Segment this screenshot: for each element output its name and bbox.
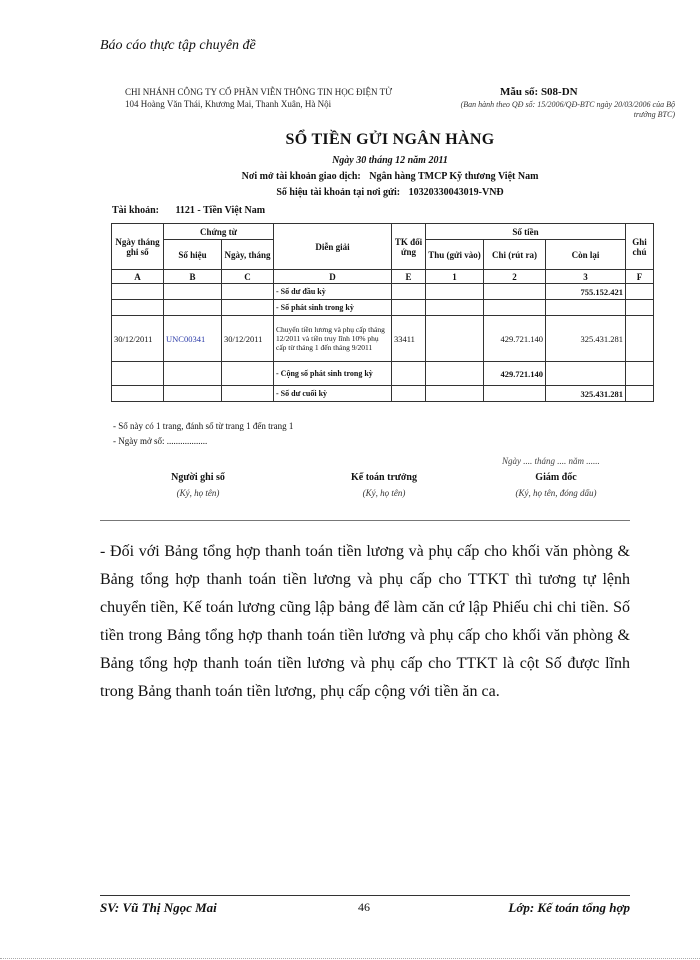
letter-cell: 2 (484, 270, 546, 284)
header-balance: Còn lại (546, 240, 626, 270)
letter-cell: 1 (426, 270, 484, 284)
arising-label: - Số phát sinh trong kỳ (274, 300, 392, 316)
signature-director-sub: (Ký, họ tên, đóng dấu) (515, 488, 597, 498)
header-tk: TK đối ứng (392, 224, 426, 270)
header-voucher-no: Số hiệu (164, 240, 222, 270)
header-amount: Số tiền (426, 224, 626, 240)
letter-cell: A (112, 270, 164, 284)
signature-chief-accountant-title: Kế toán trưởng (351, 472, 417, 483)
opening-label: - Số dư đầu kỳ (274, 284, 392, 300)
header-note: Ghi chú (626, 224, 654, 270)
entry-out: 429.721.140 (484, 316, 546, 362)
column-letters-row (112, 270, 654, 284)
entry-voucher-link[interactable]: UNC00341 (164, 316, 222, 362)
entry-date: 30/12/2011 (112, 316, 164, 362)
footer-class: Lớp: Kế toán tổng hợp (508, 900, 630, 915)
letter-cell: E (392, 270, 426, 284)
form-code: Mẫu số: S08-DN (500, 86, 578, 98)
footer-student: SV: Vũ Thị Ngọc Mai (100, 900, 217, 915)
header-voucher-date: Ngày, tháng (222, 240, 274, 270)
signature-director-title: Giám đốc (535, 472, 577, 483)
entry-description: Chuyển tiền lương và phụ cấp tháng 12/2011 và tiền truy lĩnh 10% phụ cấp từ tháng 1 đến tháng 9/2011 (274, 316, 392, 362)
entry-voucher-date: 30/12/2011 (222, 316, 274, 362)
letter-cell: B (164, 270, 222, 284)
footer-page-number: 46 (358, 900, 370, 914)
header-out: Chi (rút ra) (484, 240, 546, 270)
total-label: - Cộng số phát sinh trong kỳ (274, 362, 392, 386)
note-pages: - Sổ này có 1 trang, đánh số từ trang 1 đến trang 1 (113, 421, 294, 431)
closing-balance: 325.431.281 (546, 386, 626, 402)
bank-ledger-table (111, 223, 654, 402)
letter-cell: C (222, 270, 274, 284)
bank-value: Ngân hàng TMCP Kỹ thương Việt Nam (369, 171, 539, 182)
body-paragraph: - Đối với Bảng tổng hợp thanh toán tiền lương và phụ cấp cho khối văn phòng & Bảng tổng hợp thanh toán tiền lương và phụ cấp cho TTKT thì tương tự lệnh chuyển tiền, Kế toán lương cũng lập bảng để làm căn cứ lập Phiếu chi chi tiền. Số tiền trong Bảng tổng hợp thanh toán tiền lương và phụ cấp cho khối văn phòng & Bảng tổng hợp thanh toán tiền lương và phụ cấp cho TTKT là cột Số được lĩnh trong Bảng thanh toán tiền lương, phụ cấp cộng với tiền ăn ca. (100, 543, 630, 700)
page-header: Báo cáo thực tập chuyên đề (100, 38, 256, 53)
letter-cell: D (274, 270, 392, 284)
footer-rule (100, 895, 630, 896)
entry-tk: 33411 (392, 316, 426, 362)
account-number-value: 10320330043019-VNĐ (408, 187, 504, 198)
page-bottom-border (0, 958, 700, 959)
header-voucher: Chứng từ (164, 224, 274, 240)
organization-address: 104 Hoàng Văn Thái, Khương Mai, Thanh Xuân, Hà Nội (125, 99, 332, 109)
note-open-date: - Ngày mở sổ: .................. (113, 436, 208, 446)
header-in: Thu (gửi vào) (426, 240, 484, 270)
account-number-line (110, 187, 670, 198)
signature-recorder-title: Người ghi sổ (171, 472, 225, 483)
ledger-title: SỔ TIỀN GỬI NGÂN HÀNG (285, 131, 495, 148)
organization-name: CHI NHÁNH CÔNG TY CỔ PHẦN VIỄN THÔNG TIN HỌC ĐIỆN TỬ (125, 87, 393, 97)
table-row-entry (112, 316, 654, 362)
table-row-arising (112, 300, 654, 316)
ledger-date: Ngày 30 tháng 12 năm 2011 (332, 155, 448, 166)
table-row-closing (112, 386, 654, 402)
signature-recorder-sub: (Ký, họ tên) (176, 488, 220, 498)
header-date: Ngày tháng ghi sổ (112, 224, 164, 270)
account-line (112, 205, 265, 216)
closing-label: - Số dư cuối kỳ (274, 386, 392, 402)
opening-balance: 755.152.421 (546, 284, 626, 300)
signature-date: Ngày .... tháng .... năm ...... (502, 456, 600, 466)
bank-label: Nơi mở tài khoản giao dịch: (241, 171, 361, 182)
bank-line (110, 171, 670, 182)
signature-chief-accountant-sub: (Ký, họ tên) (362, 488, 406, 498)
letter-cell: F (626, 270, 654, 284)
account-label: Tài khoản: (112, 205, 159, 216)
header-description: Diễn giải (274, 224, 392, 270)
image-separator (100, 520, 630, 521)
form-note: (Ban hành theo QĐ số: 15/2006/QĐ-BTC ngày 20/03/2006 của Bộ trưởng BTC) (460, 100, 675, 119)
organization-block (125, 86, 392, 110)
account-number-label: Số hiệu tài khoản tại nơi gửi: (276, 187, 401, 198)
table-row-total (112, 362, 654, 386)
letter-cell: 3 (546, 270, 626, 284)
entry-balance: 325.431.281 (546, 316, 626, 362)
total-out: 429.721.140 (484, 362, 546, 386)
account-value: 1121 - Tiền Việt Nam (175, 205, 266, 216)
table-row-opening (112, 284, 654, 300)
